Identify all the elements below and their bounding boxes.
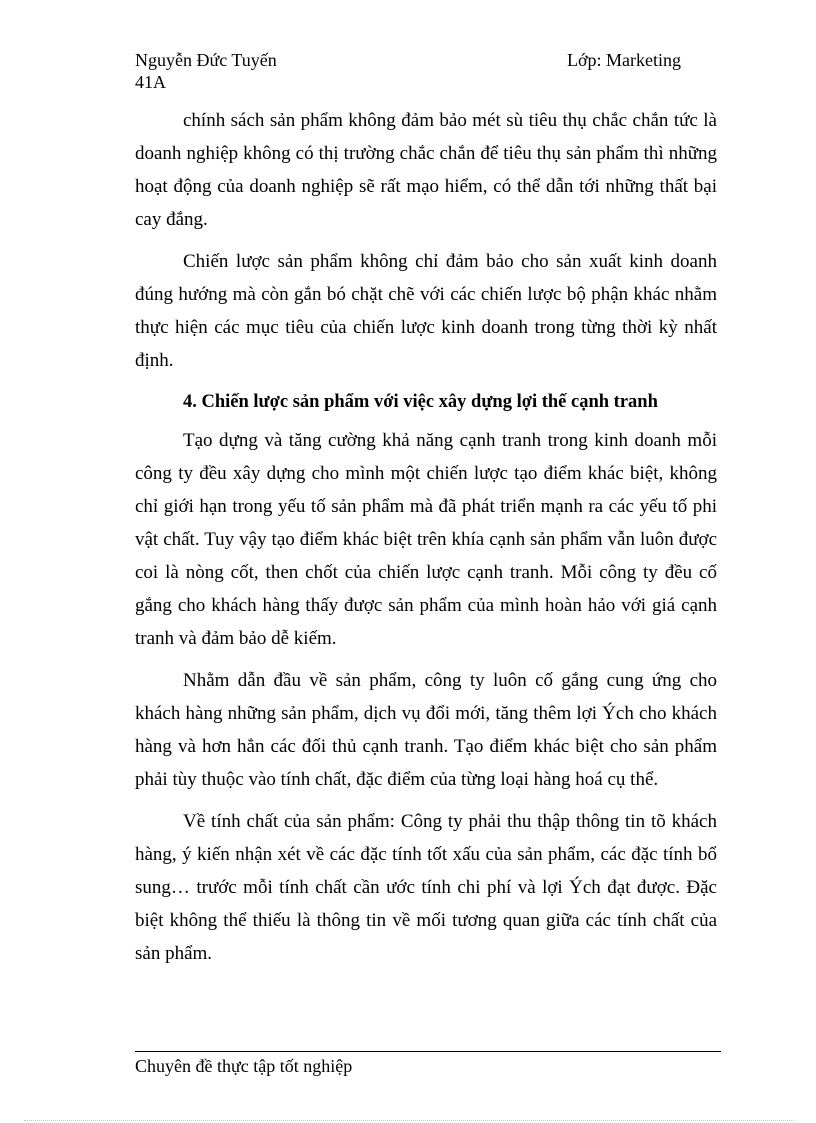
header-class-code: 41A bbox=[135, 72, 166, 92]
paragraph-4: Nhằm dẫn đầu về sản phẩm, công ty luôn cố gắng cung ứng cho khách hàng những sản phẩm, dịch vụ đổi mới, tăng thêm lợi Ých cho khách hàng và hơn hẳn các đối thủ cạnh tranh. Tạo điểm khác biệt cho sản phẩm phải tùy thuộc vào tính chất, đặc điểm của từng loại hàng hoá cụ thể. bbox=[135, 670, 717, 790]
page-footer: Chuyên đề thực tập tốt nghiệp bbox=[135, 1056, 353, 1076]
page-bottom-edge bbox=[24, 1120, 794, 1121]
paragraph-3: Tạo dựng và tăng cường khả năng cạnh tranh trong kinh doanh mỗi công ty đều xây dựng cho mình một chiến lược tạo điểm khác biệt, không chỉ giới hạn trong yếu tố sản phẩm mà đã phát triển mạnh ra các yếu tố phi vật chất. Tuy vậy tạo điểm khác biệt trên khía cạnh sản phẩm vẫn luôn được coi là nòng cốt, then chốt của chiến lược cạnh tranh. Mỗi công ty đều cố gắng cho khách hàng thấy được sản phẩm của mình hoàn hảo với giá cạnh tranh và đảm bảo dễ kiếm. bbox=[135, 430, 717, 649]
document-body bbox=[135, 104, 717, 979]
header-class-label: Lớp: Marketing bbox=[567, 50, 681, 70]
footer-divider bbox=[135, 1051, 721, 1052]
page-header bbox=[135, 49, 681, 93]
section-heading: 4. Chiến lược sản phẩm với việc xây dựng lợi thế cạnh tranh bbox=[183, 392, 658, 412]
header-author: Nguyễn Đức Tuyến bbox=[135, 50, 277, 70]
paragraph-1: chính sách sản phẩm không đảm bảo mét sù tiêu thụ chắc chắn tức là doanh nghiệp không có thị trường chắc chắn để tiêu thụ sản phẩm thì những hoạt động của doanh nghiệp sẽ rất mạo hiểm, có thể dẫn tới những thất bại cay đắng. bbox=[135, 110, 717, 230]
paragraph-5: Về tính chất của sản phẩm: Công ty phải thu thập thông tin tõ khách hàng, ý kiến nhận xét về các đặc tính tốt xấu của sản phẩm, các đặc tính bổ sung… trước mỗi tính chất cần ước tính chi phí và lợi Ých đạt được. Đặc biệt không thể thiếu là thông tin về mối tương quan giữa các tính chất của sản phẩm. bbox=[135, 811, 717, 964]
paragraph-2: Chiến lược sản phẩm không chỉ đảm bảo cho sản xuất kinh doanh đúng hướng mà còn gắn bó chặt chẽ với các chiến lược bộ phận khác nhằm thực hiện các mục tiêu của chiến lược kinh doanh trong từng thời kỳ nhất định. bbox=[135, 251, 717, 371]
